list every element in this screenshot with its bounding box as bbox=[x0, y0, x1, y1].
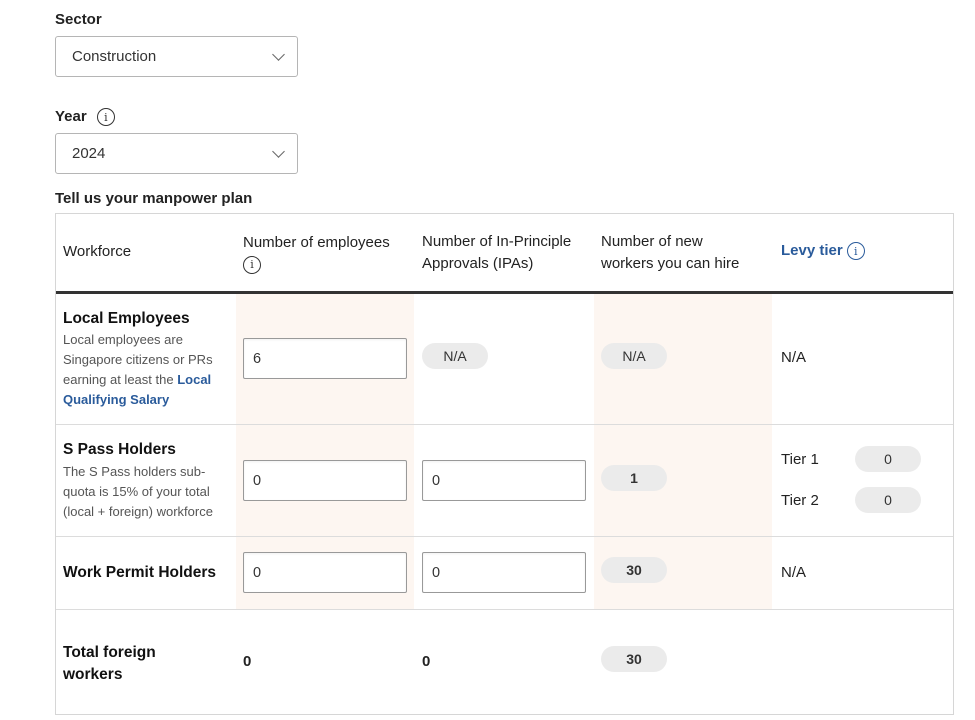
row-divider bbox=[56, 424, 953, 425]
sector-select-value: Construction bbox=[72, 48, 157, 65]
header-new-workers-line2: workers you can hire bbox=[601, 255, 740, 272]
year-label: Year bbox=[55, 108, 87, 125]
header-divider bbox=[56, 291, 953, 294]
info-icon[interactable]: i bbox=[243, 256, 261, 274]
local-employees-desc-text: Local employees are Singapore citizens or PRs earning at least the bbox=[63, 332, 213, 387]
local-levy-na: N/A bbox=[781, 349, 807, 366]
year-select[interactable] bbox=[55, 133, 298, 174]
local-qualifying-salary-link[interactable]: Local Qualifying Salary bbox=[63, 372, 212, 407]
row-divider bbox=[56, 536, 953, 537]
year-select-value: 2024 bbox=[72, 145, 106, 162]
s-pass-title: S Pass Holders bbox=[63, 441, 176, 458]
work-permit-ipa-input[interactable]: 0 bbox=[422, 552, 586, 593]
sector-select[interactable] bbox=[55, 36, 298, 77]
s-pass-ipa-input[interactable]: 0 bbox=[422, 460, 586, 501]
header-new-workers-line1: Number of new bbox=[601, 233, 703, 250]
local-ipa-na-pill: N/A bbox=[422, 343, 488, 369]
work-permit-levy-na: N/A bbox=[781, 564, 807, 581]
info-icon[interactable]: i bbox=[97, 108, 115, 126]
total-title-line2: workers bbox=[63, 666, 123, 683]
total-foreign-workers-title bbox=[63, 642, 156, 686]
local-employees-title: Local Employees bbox=[63, 310, 190, 327]
work-permit-new-workers-pill: 30 bbox=[601, 557, 667, 583]
total-employees-value: 0 bbox=[243, 653, 252, 670]
total-title-line1: Total foreign bbox=[63, 644, 156, 661]
levy-tier-link[interactable] bbox=[781, 242, 865, 260]
manpower-plan-heading: Tell us your manpower plan bbox=[55, 190, 253, 207]
work-permit-employees-input[interactable]: 0 bbox=[243, 552, 407, 593]
row-divider bbox=[56, 609, 953, 610]
tier-2-label: Tier 2 bbox=[781, 492, 819, 509]
total-new-workers-pill: 30 bbox=[601, 646, 667, 672]
year-label-row bbox=[55, 108, 115, 126]
s-pass-desc: The S Pass holders sub-quota is 15% of your total (local + foreign) workforce bbox=[63, 464, 213, 519]
header-ipa-line2: Approvals (IPAs) bbox=[422, 255, 534, 272]
local-employees-input[interactable]: 6 bbox=[243, 338, 407, 379]
tier-2-value-pill: 0 bbox=[855, 487, 921, 513]
work-permit-title: Work Permit Holders bbox=[63, 564, 217, 581]
header-ipa-line1: Number of In-Principle bbox=[422, 233, 572, 250]
total-ipa-value: 0 bbox=[422, 653, 431, 670]
s-pass-employees-input[interactable]: 0 bbox=[243, 460, 407, 501]
header-employees-label: Number of employees bbox=[243, 234, 390, 251]
header-ipa bbox=[422, 231, 571, 275]
tier-1-value-pill: 0 bbox=[855, 446, 921, 472]
header-new-workers bbox=[601, 231, 739, 275]
chevron-down-icon bbox=[272, 145, 285, 158]
sector-label: Sector bbox=[55, 11, 102, 28]
s-pass-new-workers-pill: 1 bbox=[601, 465, 667, 491]
levy-tier-label: Levy tier bbox=[781, 242, 843, 259]
manpower-table bbox=[55, 213, 954, 715]
local-new-workers-na-pill: N/A bbox=[601, 343, 667, 369]
info-icon[interactable]: i bbox=[847, 242, 865, 260]
header-workforce: Workforce bbox=[63, 243, 132, 260]
tier-1-label: Tier 1 bbox=[781, 451, 819, 468]
local-employees-desc bbox=[63, 330, 233, 410]
chevron-down-icon bbox=[272, 48, 285, 61]
header-employees bbox=[243, 232, 390, 276]
